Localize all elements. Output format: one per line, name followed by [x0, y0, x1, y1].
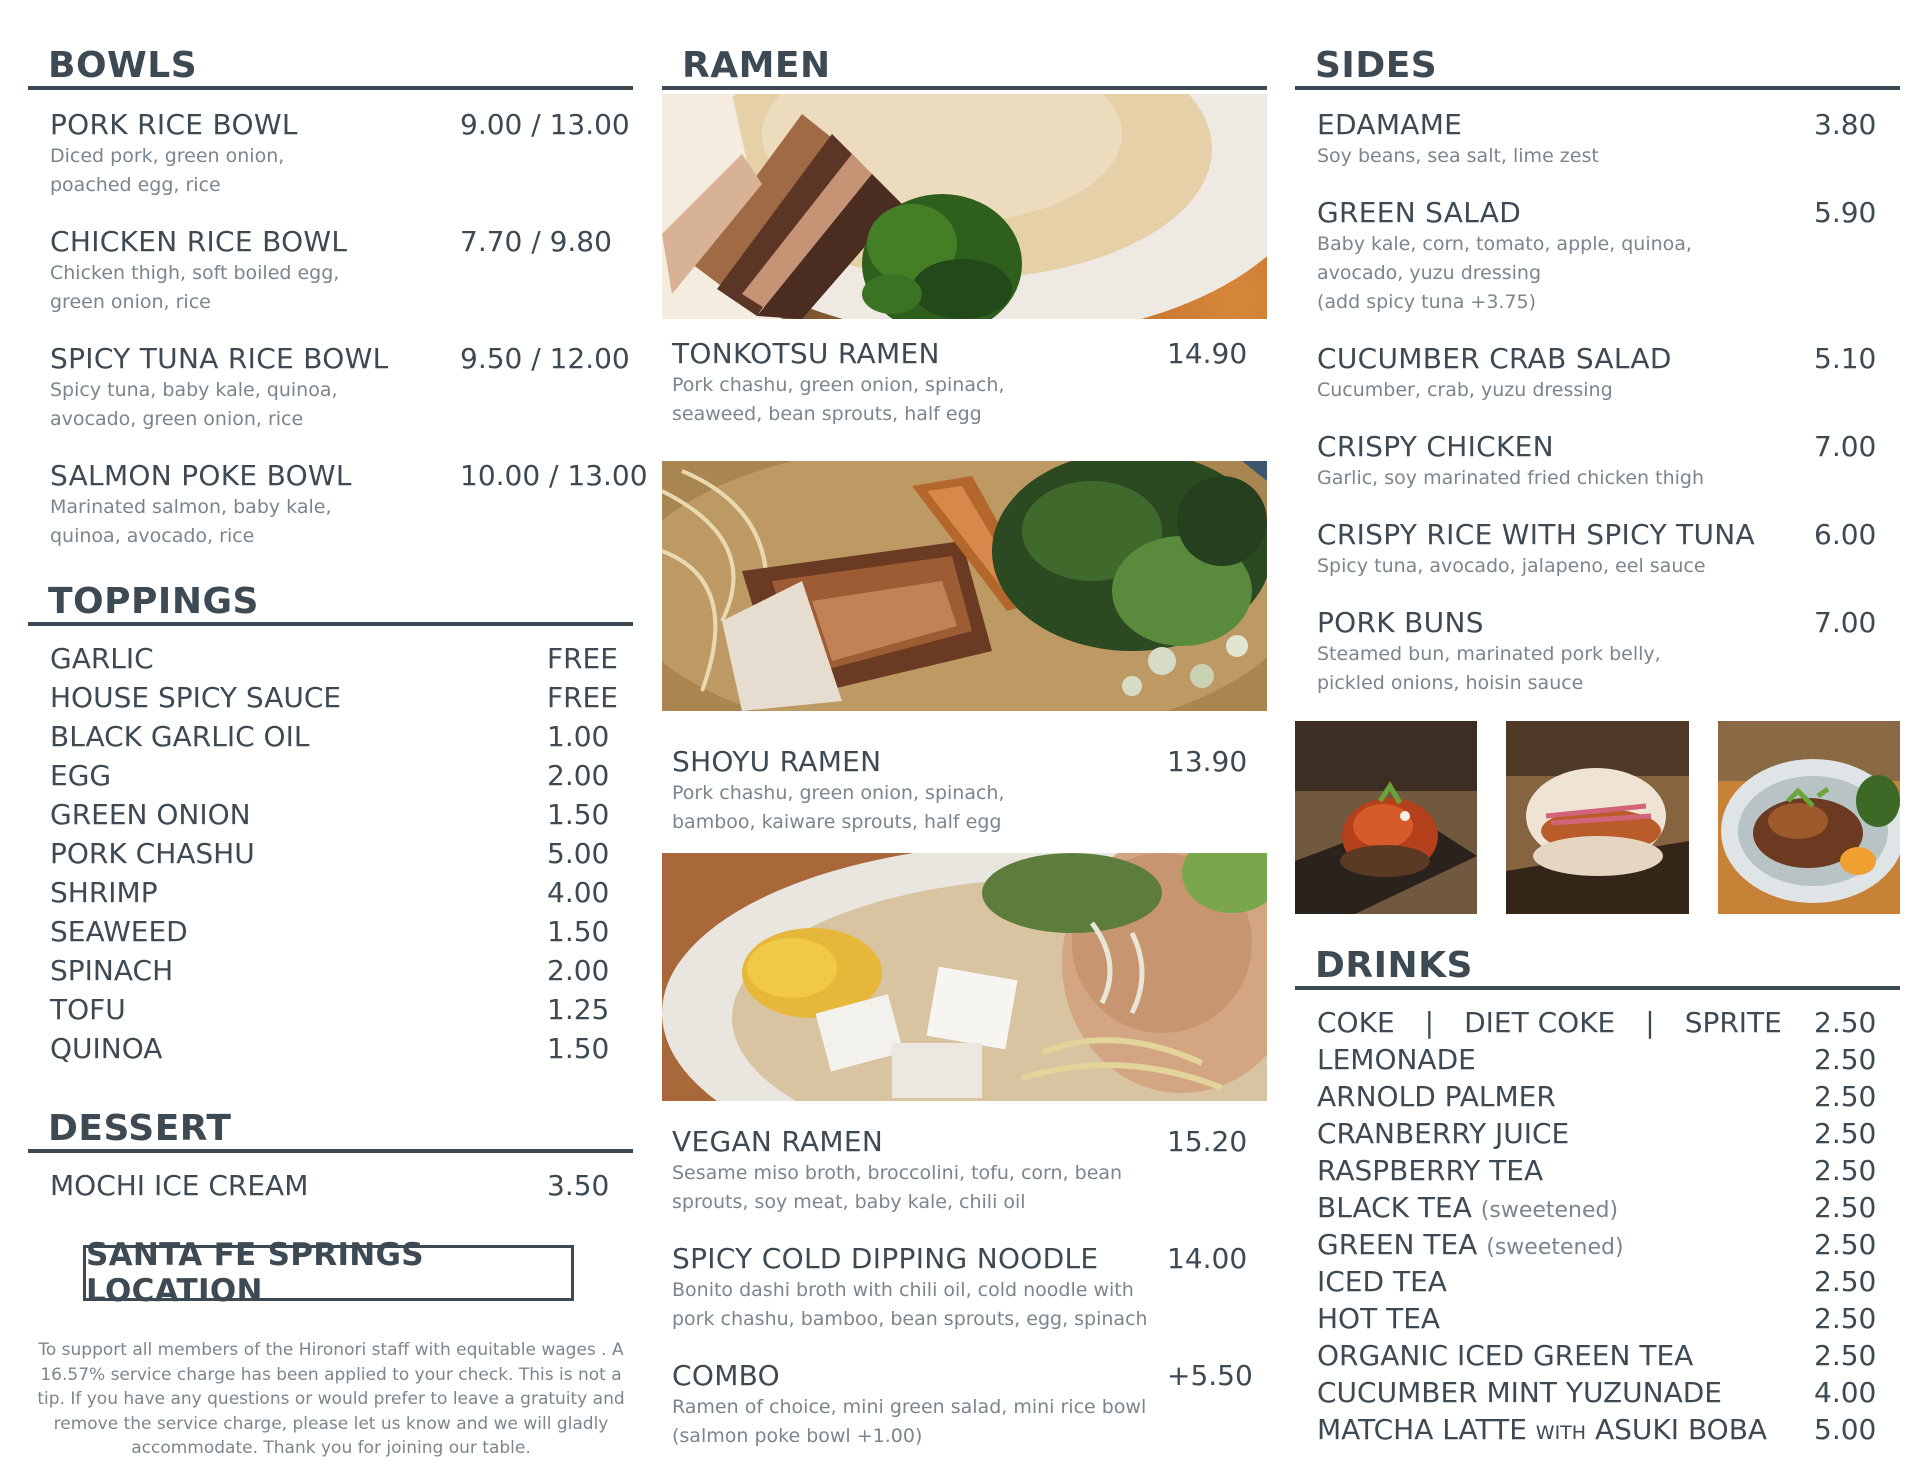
item-desc: avocado, green onion, rice — [50, 408, 304, 430]
soda-options — [1317, 1006, 1782, 1040]
item-desc: quinoa, avocado, rice — [50, 525, 255, 547]
crispy-chicken-illustration — [1718, 721, 1900, 914]
drink-name: ARNOLD PALMER — [1317, 1080, 1556, 1113]
drink-name-with-note — [1317, 1228, 1624, 1265]
drink-diet-coke: DIET COKE — [1464, 1006, 1616, 1039]
drink-name: MATCHA LATTE — [1317, 1413, 1527, 1446]
item-name: CRISPY RICE WITH SPICY TUNA — [1317, 518, 1755, 551]
drink-price: 2.50 — [1814, 1339, 1877, 1372]
drink-row — [1317, 1006, 1878, 1043]
item-desc: (add spicy tuna +3.75) — [1317, 291, 1537, 313]
drink-name-with-note — [1317, 1191, 1618, 1228]
item-price: 14.00 — [1167, 1242, 1248, 1275]
item-name: COMBO — [672, 1359, 781, 1392]
topping-name: TOFU — [50, 993, 126, 1026]
item-name: SALMON POKE BOWL — [50, 459, 352, 492]
item-price: 5.90 — [1814, 196, 1877, 229]
drink-row — [1317, 1265, 1878, 1302]
drink-price: 4.00 — [1814, 1376, 1877, 1409]
item-desc: Pork chashu, green onion, spinach, — [672, 374, 1005, 396]
menu-item — [672, 1242, 1257, 1334]
topping-name: GREEN ONION — [50, 798, 251, 831]
item-desc: Ramen of choice, mini green salad, mini rice bowl — [672, 1396, 1147, 1418]
drink-name: RASPBERRY TEA — [1317, 1154, 1544, 1187]
tonkotsu-photo — [662, 94, 1267, 319]
item-name: SHOYU RAMEN — [672, 745, 882, 778]
topping-price: 1.50 — [547, 915, 610, 948]
item-price: 5.10 — [1814, 342, 1877, 375]
soda-separator: | — [1424, 1006, 1435, 1039]
drink-row — [1317, 1080, 1878, 1117]
item-desc: Cucumber, crab, yuzu dressing — [1317, 379, 1613, 401]
item-desc: Marinated salmon, baby kale, — [50, 496, 332, 518]
item-price: 9.50 / 12.00 — [460, 342, 630, 375]
crispy-chicken-photo — [1718, 721, 1900, 914]
item-desc: pork chashu, bamboo, bean sprouts, egg, spinach — [672, 1308, 1148, 1330]
vegan-illustration — [662, 853, 1267, 1101]
topping-name: PORK CHASHU — [50, 837, 255, 870]
drink-note: (sweetened) — [1480, 1198, 1619, 1223]
menu-item — [1317, 606, 1878, 698]
drink-row — [1317, 1228, 1878, 1265]
drinks-title: DRINKS — [1315, 945, 1473, 986]
drinks-header — [1295, 934, 1900, 990]
item-price: 3.80 — [1814, 108, 1877, 141]
drink-name-with-extra — [1317, 1413, 1767, 1450]
item-desc: Garlic, soy marinated fried chicken thigh — [1317, 467, 1704, 489]
bowls-header — [28, 34, 633, 90]
drink-price: 2.50 — [1814, 1265, 1877, 1298]
drink-row — [1317, 1339, 1878, 1376]
item-price: 6.00 — [1814, 518, 1877, 551]
column-middle — [662, 0, 1267, 1484]
topping-row — [50, 837, 611, 876]
menu-item — [1317, 518, 1878, 581]
item-name: GREEN SALAD — [1317, 196, 1522, 229]
menu-item — [672, 1359, 1257, 1451]
drink-price: 2.50 — [1814, 1191, 1877, 1224]
crispy-rice-photo — [1295, 721, 1477, 914]
item-desc: Chicken thigh, soft boiled egg, — [50, 262, 340, 284]
item-desc: green onion, rice — [50, 291, 211, 313]
toppings-title: TOPPINGS — [48, 581, 259, 622]
menu-item — [672, 1125, 1257, 1217]
item-name: CRISPY CHICKEN — [1317, 430, 1554, 463]
item-name: CUCUMBER CRAB SALAD — [1317, 342, 1672, 375]
item-name: SPICY TUNA RICE BOWL — [50, 342, 389, 375]
drink-row — [1317, 1413, 1878, 1450]
column-right — [1295, 0, 1900, 1484]
topping-row — [50, 720, 611, 759]
menu-item — [50, 108, 630, 200]
drink-row — [1317, 1154, 1878, 1191]
drink-row — [1317, 1117, 1878, 1154]
topping-price: FREE — [547, 681, 618, 714]
drink-name: CRANBERRY JUICE — [1317, 1117, 1570, 1150]
item-desc: seaweed, bean sprouts, half egg — [672, 403, 982, 425]
soda-separator: | — [1645, 1006, 1655, 1039]
menu-item — [672, 745, 1257, 837]
drink-price: 2.50 — [1814, 1117, 1877, 1150]
topping-name: HOUSE SPICY SAUCE — [50, 681, 342, 714]
drink-with: WITH — [1535, 1422, 1587, 1444]
item-desc: sprouts, soy meat, baby kale, chili oil — [672, 1191, 1026, 1213]
location-banner: SANTA FE SPRINGS LOCATION — [83, 1245, 574, 1301]
tonkotsu-illustration — [662, 94, 1267, 319]
item-desc: poached egg, rice — [50, 174, 221, 196]
item-price: 9.00 / 13.00 — [460, 108, 630, 141]
topping-price: 2.00 — [547, 954, 610, 987]
drink-extra: ASUKI BOBA — [1595, 1413, 1768, 1446]
item-desc: Bonito dashi broth with chili oil, cold noodle with — [672, 1279, 1134, 1301]
item-desc: Sesame miso broth, broccolini, tofu, corn, bean — [672, 1162, 1123, 1184]
item-price: 7.70 / 9.80 — [460, 225, 612, 258]
menu-item — [672, 337, 1257, 429]
topping-price: FREE — [547, 642, 618, 675]
item-price: 7.00 — [1814, 430, 1877, 463]
menu-item — [50, 225, 611, 317]
item-name: TONKOTSU RAMEN — [672, 337, 940, 370]
drink-coke: COKE — [1317, 1006, 1395, 1039]
item-desc: avocado, yuzu dressing — [1317, 262, 1542, 284]
item-name: PORK RICE BOWL — [50, 108, 298, 141]
topping-name: SEAWEED — [50, 915, 188, 948]
toppings-header — [28, 570, 633, 626]
item-name: SPICY COLD DIPPING NOODLE — [672, 1242, 1099, 1275]
item-name: CHICKEN RICE BOWL — [50, 225, 348, 258]
topping-price: 2.00 — [547, 759, 610, 792]
topping-price: 4.00 — [547, 876, 610, 909]
drink-name: HOT TEA — [1317, 1302, 1441, 1335]
topping-price: 1.25 — [547, 993, 610, 1026]
drink-row — [1317, 1302, 1878, 1339]
column-left — [28, 0, 648, 1484]
dessert-price: 3.50 — [547, 1169, 610, 1202]
dessert-row — [50, 1169, 611, 1208]
topping-name: GARLIC — [50, 642, 154, 675]
topping-price: 1.50 — [547, 798, 610, 831]
shoyu-photo — [662, 461, 1267, 711]
drink-price: 2.50 — [1814, 1228, 1877, 1261]
item-price: 13.90 — [1167, 745, 1248, 778]
item-desc: pickled onions, hoisin sauce — [1317, 672, 1584, 694]
drink-note: (sweetened) — [1486, 1235, 1624, 1260]
topping-row — [50, 681, 618, 720]
topping-row — [50, 1032, 611, 1071]
drink-name: BLACK TEA — [1317, 1191, 1472, 1224]
drink-sprite: SPRITE — [1684, 1006, 1782, 1039]
item-name: EDAMAME — [1317, 108, 1463, 141]
drink-price: 5.00 — [1814, 1413, 1877, 1446]
dessert-name: MOCHI ICE CREAM — [50, 1169, 309, 1202]
drink-row — [1317, 1376, 1878, 1413]
drink-price: 2.50 — [1814, 1154, 1877, 1187]
drink-name: ICED TEA — [1317, 1265, 1447, 1298]
service-charge-note: To support all members of the Hironori staff with equitable wages . A 16.57% service charge has been applied to your check. This is not a tip. If you have any questions or would prefer to leave a gratuity and remove the service charge, please let us know and we will gladly accommodate. Thank you for joining our table. — [37, 1340, 625, 1458]
topping-row — [50, 876, 611, 915]
topping-price: 1.00 — [547, 720, 610, 753]
topping-row — [50, 954, 611, 993]
topping-name: EGG — [50, 759, 112, 792]
topping-row — [50, 798, 611, 837]
drink-price: 2.50 — [1814, 1006, 1877, 1039]
item-price: 14.90 — [1167, 337, 1248, 370]
topping-row — [50, 642, 618, 681]
topping-name: BLACK GARLIC OIL — [50, 720, 310, 753]
topping-name: QUINOA — [50, 1032, 163, 1065]
topping-name: SPINACH — [50, 954, 174, 987]
item-price: 15.20 — [1167, 1125, 1248, 1158]
item-price: +5.50 — [1167, 1359, 1253, 1392]
item-desc: Soy beans, sea salt, lime zest — [1317, 145, 1599, 167]
item-price: 7.00 — [1814, 606, 1877, 639]
drink-row — [1317, 1043, 1878, 1080]
item-desc: (salmon poke bowl +1.00) — [672, 1425, 923, 1447]
item-desc: Steamed bun, marinated pork belly, — [1317, 643, 1661, 665]
topping-price: 5.00 — [547, 837, 610, 870]
menu-item — [1317, 342, 1878, 405]
crispy-rice-illustration — [1295, 721, 1477, 914]
item-desc: Baby kale, corn, tomato, apple, quinoa, — [1317, 233, 1692, 255]
drink-name: ORGANIC ICED GREEN TEA — [1317, 1339, 1694, 1372]
menu-item — [50, 342, 630, 434]
menu-item — [50, 459, 648, 551]
topping-row — [50, 759, 611, 798]
pork-bun-photo — [1506, 721, 1689, 914]
item-name: PORK BUNS — [1317, 606, 1484, 639]
drink-price: 2.50 — [1814, 1302, 1877, 1335]
topping-price: 1.50 — [547, 1032, 610, 1065]
item-desc: Spicy tuna, avocado, jalapeno, eel sauce — [1317, 555, 1706, 577]
drink-row — [1317, 1191, 1878, 1228]
pork-bun-illustration — [1506, 721, 1689, 914]
drink-name: LEMONADE — [1317, 1043, 1476, 1076]
dessert-title: DESSERT — [48, 1108, 232, 1149]
item-price: 10.00 / 13.00 — [460, 459, 648, 492]
topping-row — [50, 993, 611, 1032]
dessert-header — [28, 1097, 633, 1153]
drink-price: 2.50 — [1814, 1043, 1877, 1076]
drink-name: CUCUMBER MINT YUZUNADE — [1317, 1376, 1723, 1409]
item-desc: Pork chashu, green onion, spinach, — [672, 782, 1005, 804]
item-desc: Diced pork, green onion, — [50, 145, 285, 167]
topping-name: SHRIMP — [50, 876, 158, 909]
menu-item — [1317, 108, 1878, 171]
menu-item — [1317, 196, 1878, 317]
menu-item — [1317, 430, 1878, 493]
ramen-title: RAMEN — [682, 45, 831, 86]
ramen-header — [662, 34, 1267, 90]
item-name: VEGAN RAMEN — [672, 1125, 884, 1158]
sides-header — [1295, 34, 1900, 90]
vegan-photo — [662, 853, 1267, 1101]
sides-title: SIDES — [1315, 45, 1438, 86]
bowls-title: BOWLS — [48, 45, 198, 86]
topping-row — [50, 915, 611, 954]
drink-price: 2.50 — [1814, 1080, 1877, 1113]
item-desc: Spicy tuna, baby kale, quinoa, — [50, 379, 338, 401]
drink-name: GREEN TEA — [1317, 1228, 1478, 1261]
item-desc: bamboo, kaiware sprouts, half egg — [672, 811, 1002, 833]
shoyu-illustration — [662, 461, 1267, 711]
